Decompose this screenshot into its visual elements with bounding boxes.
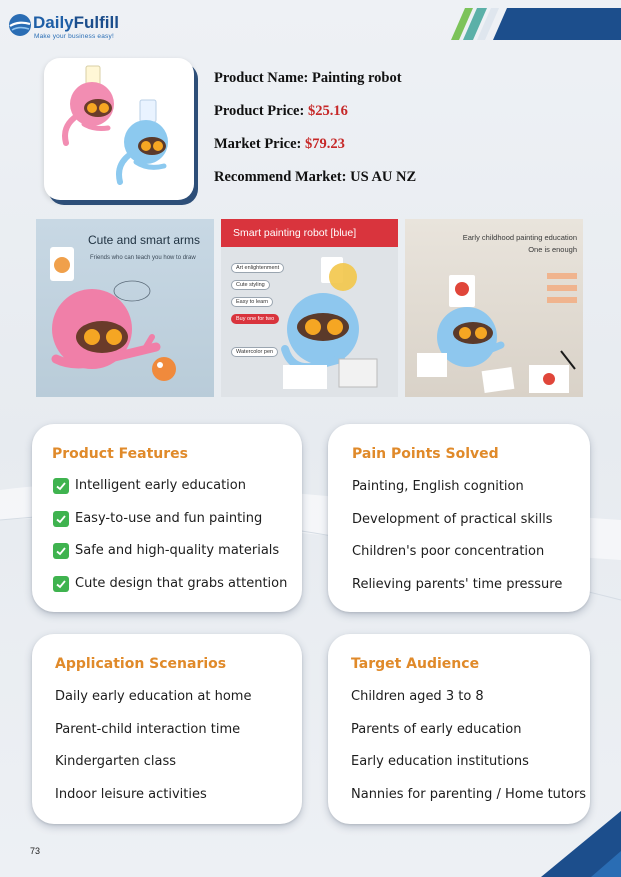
- photo2-chip-1: Art enlightenment: [231, 263, 284, 273]
- product-price-label: Product Price:: [214, 103, 305, 119]
- scenario-item: Daily early education at home: [55, 689, 252, 704]
- audience-item: Early education institutions: [351, 754, 529, 769]
- recommend-market-line: [214, 167, 416, 200]
- recommend-market: US AU NZ: [350, 169, 417, 185]
- page-number: 73: [30, 846, 41, 856]
- photo1-title: Cute and smart arms: [88, 233, 201, 247]
- product-name: Painting robot: [312, 70, 402, 86]
- photo2-chip-2: Cute styling: [231, 280, 270, 290]
- feature-item: [53, 511, 287, 544]
- product-name-line: [214, 68, 416, 101]
- photo3-title: Early childhood painting education: [462, 233, 577, 242]
- blue-robot-illustration: [221, 219, 398, 397]
- scenario-item: Kindergarten class: [55, 754, 177, 769]
- photo-cute-arms: [36, 219, 214, 397]
- recommend-market-label: Recommend Market:: [214, 169, 347, 185]
- application-scenarios-title: Application Scenarios: [55, 656, 227, 672]
- photo2-pen-label: Watercolor pen: [231, 347, 278, 357]
- product-info: [214, 68, 416, 200]
- photo2-chip-4: Buy one for two: [231, 314, 279, 324]
- pain-point-item: Development of practical skills: [352, 511, 553, 527]
- brand-name-part2: Fulfill: [73, 13, 119, 32]
- feature-item: [53, 543, 287, 576]
- painting-robot-image: [44, 58, 194, 200]
- market-price: $79.23: [304, 136, 345, 152]
- pain-points-list: [352, 479, 562, 609]
- scenario-item: Parent-child interaction time: [55, 721, 241, 737]
- target-audience-card: [328, 634, 590, 824]
- photo3-subtitle: One is enough: [528, 245, 577, 254]
- feature-item-text: Intelligent early education: [75, 478, 246, 493]
- application-scenarios-card: [32, 634, 302, 824]
- feature-item: [53, 478, 287, 511]
- brand-name: [33, 13, 119, 33]
- header-stripes: [451, 8, 621, 40]
- photo2-chip-3: Easy to learn: [231, 297, 273, 307]
- photo1-subtitle: Friends who can teach you how to draw: [90, 255, 196, 261]
- feature-item: [53, 576, 287, 609]
- photo-smart-robot-blue: [221, 219, 398, 397]
- target-audience-title: Target Audience: [351, 656, 480, 672]
- audience-item: Children aged 3 to 8: [351, 689, 484, 704]
- photo-early-education: [405, 219, 583, 397]
- product-features-list: [53, 478, 287, 608]
- photo2-title: Smart painting robot [blue]: [233, 227, 357, 239]
- checkmark-icon: [53, 511, 69, 527]
- feature-item-text: Easy-to-use and fun painting: [75, 510, 263, 526]
- product-price: $25.16: [307, 103, 348, 119]
- product-features-card: [32, 424, 302, 612]
- pain-points-title: Pain Points Solved: [352, 446, 499, 462]
- product-name-label: Product Name:: [214, 70, 309, 86]
- pain-point-item: Children's poor concentration: [352, 544, 545, 559]
- globe-logo-icon: [8, 13, 32, 37]
- pain-points-card: [328, 424, 590, 612]
- brand-name-part1: Daily: [33, 13, 74, 32]
- pain-point-item: Painting, English cognition: [352, 479, 524, 494]
- feature-item-text: Safe and high-quality materials: [75, 543, 280, 558]
- checkmark-icon: [53, 543, 69, 559]
- market-price-label: Market Price:: [214, 136, 302, 152]
- feature-item-text: Cute design that grabs attention: [75, 575, 288, 591]
- pain-point-item: Relieving parents' time pressure: [352, 576, 563, 592]
- audience-item: Nannies for parenting / Home tutors: [351, 786, 587, 802]
- audience-item: Parents of early education: [351, 721, 522, 737]
- product-image-card: [44, 58, 194, 200]
- market-price-line: [214, 134, 416, 167]
- brand-tagline: Make your business easy!: [34, 33, 114, 40]
- checkmark-icon: [53, 478, 69, 494]
- checkmark-icon: [53, 576, 69, 592]
- product-price-line: [214, 101, 416, 134]
- product-features-title: Product Features: [52, 446, 188, 462]
- scenario-item: Indoor leisure activities: [55, 786, 207, 802]
- application-scenarios-list: [55, 689, 251, 819]
- corner-decoration: [541, 807, 621, 877]
- target-audience-list: [351, 689, 586, 819]
